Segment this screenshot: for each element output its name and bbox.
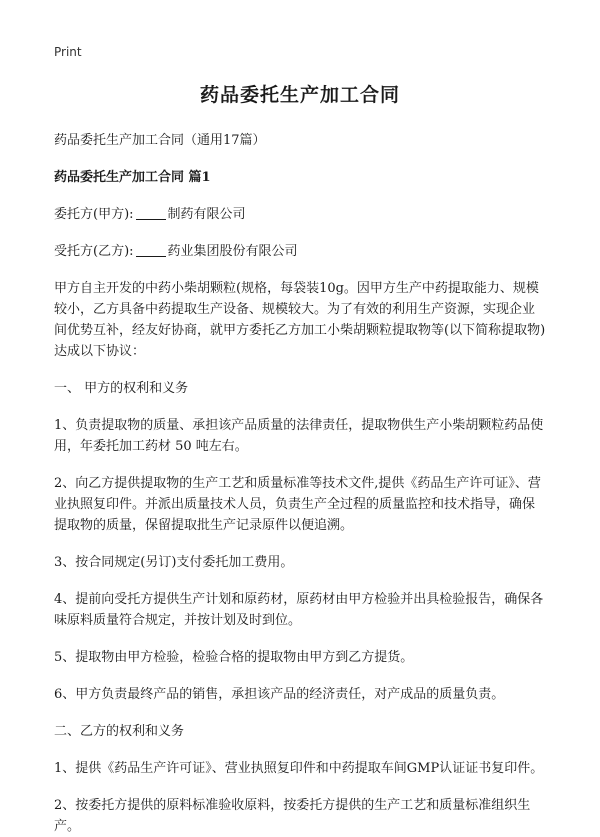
clause-a6: 6、甲方负责最终产品的销售，承担该产品的经济责任，对产成品的质量负责。 xyxy=(54,687,505,702)
document-subtitle: 药品委托生产加工合同（通用17篇） xyxy=(54,133,266,148)
party-a-prefix: 委托方(甲方): xyxy=(54,207,134,222)
section-a-title: 一、 甲方的权利和义务 xyxy=(54,381,189,396)
blank-underline xyxy=(136,242,166,257)
clause-b2: 2、按委托方提供的原料标准验收原料，按委托方提供的生产工艺和质量标准组织生产。 xyxy=(54,798,531,834)
party-b-prefix: 受托方(乙方): xyxy=(54,244,134,259)
party-a-name: 制药有限公司 xyxy=(167,207,246,222)
document-title: 药品委托生产加工合同 xyxy=(199,84,400,106)
party-b-line xyxy=(54,241,546,262)
clause-a1: 1、负责提取物的质量、承担该产品质量的法律责任，提取物供生产小柴胡颗粒药品使用，年委托加工药材 50 吨左右。 xyxy=(54,418,544,454)
party-a-line xyxy=(54,204,546,225)
blank-underline xyxy=(136,205,166,220)
clause-a4: 4、提前向受托方提供生产计划和原药材，原药材由甲方检验并出具检验报告，确保各味原料质量符合规定，并按计划及时到位。 xyxy=(54,592,544,628)
clause-a5: 5、提取物由甲方检验，检验合格的提取物由甲方到乙方提货。 xyxy=(54,650,414,665)
section-heading: 药品委托生产加工合同 篇1 xyxy=(54,170,211,185)
section-b-title: 二、乙方的权利和义务 xyxy=(54,724,185,739)
intro-paragraph: 甲方自主开发的中药小柴胡颗粒(规格，每袋装10g。因甲方生产中药提取能力、规模较小，乙方具备中药提取生产设备、规模较大。为了有效的利用生产资源，实现企业间优势互补，经友好协商，就甲方委托乙方加工小柴胡颗粒提取物等(以下简称提取物)达成以下协议： xyxy=(54,281,546,359)
print-label[interactable]: Print xyxy=(54,45,82,59)
party-b-name: 药业集团股份有限公司 xyxy=(167,244,298,259)
clause-a2: 2、向乙方提供提取物的生产工艺和质量标准等技术文件,提供《药品生产许可证》、营业执照复印件。并派出质量技术人员，负责生产全过程的质量监控和技术指导，确保提取物的质量，保留提取批生产记录原件以便追溯。 xyxy=(54,476,541,533)
clause-b1: 1、提供《药品生产许可证》、营业执照复印件和中药提取车间GMP认证证书复印件。 xyxy=(54,761,544,776)
clause-a3: 3、按合同规定(另订)支付委托加工费用。 xyxy=(54,555,294,570)
